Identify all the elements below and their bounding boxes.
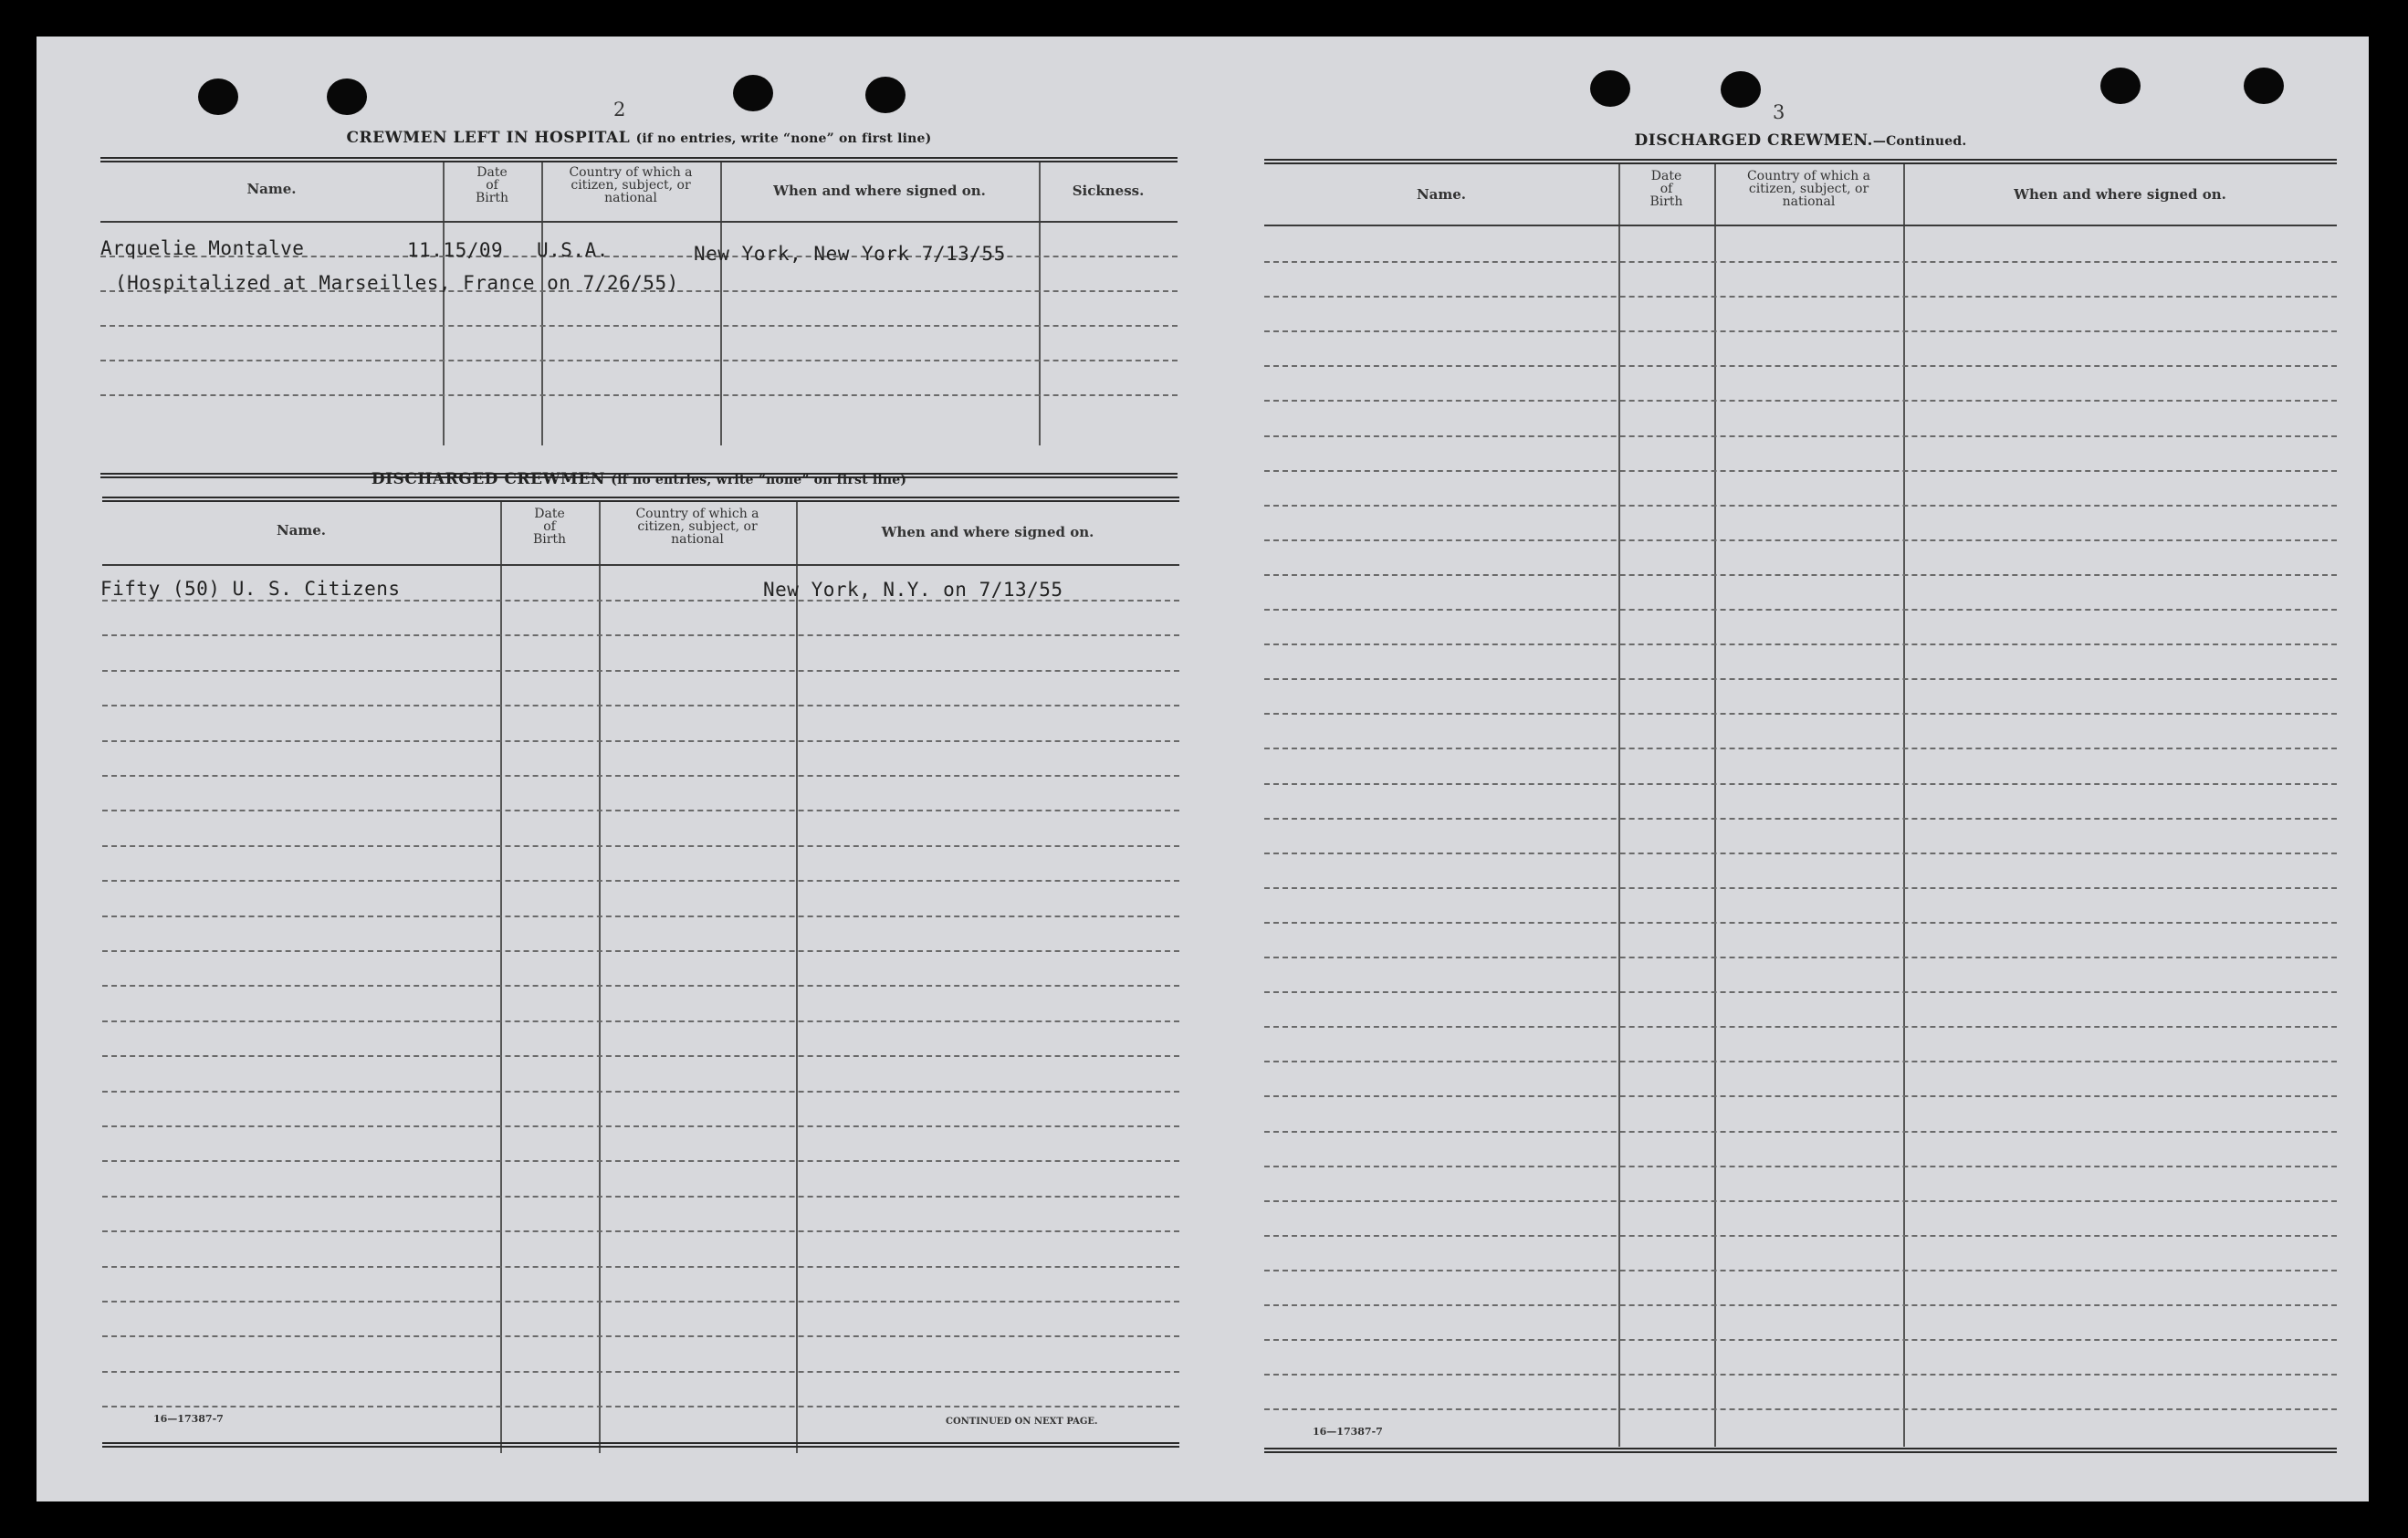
hospital-entry-country: U.S.A. xyxy=(537,239,609,261)
hospital-entry-name: Arquelie Montalve xyxy=(100,237,305,259)
punch-hole xyxy=(1590,70,1630,107)
ruled-line xyxy=(1264,1131,2337,1133)
punch-hole xyxy=(327,78,367,115)
ruled-line xyxy=(1264,505,2337,507)
discharged-continued-title: DISCHARGED CREWMEN.—Continued. xyxy=(1634,131,1967,150)
ruled-line xyxy=(102,740,1179,742)
ruled-line xyxy=(102,634,1179,636)
col-header-dob: Date of Birth xyxy=(532,507,567,547)
ruled-line xyxy=(1264,1095,2337,1097)
punch-hole xyxy=(733,75,773,111)
col-header-name: Name. xyxy=(1416,186,1467,203)
punch-hole xyxy=(2244,68,2284,104)
col-header-country: Country of which a citizen, subject, or national xyxy=(569,165,693,205)
ruled-line xyxy=(1264,261,2337,263)
col-header-sickness: Sickness. xyxy=(1072,183,1145,199)
ruled-line xyxy=(102,775,1179,777)
ruled-line xyxy=(1264,1235,2337,1237)
ruled-line xyxy=(102,810,1179,811)
ruled-line xyxy=(1264,1408,2337,1410)
ruled-line xyxy=(1264,1304,2337,1306)
ruled-line xyxy=(1264,748,2337,749)
punch-hole xyxy=(198,78,238,115)
ruled-line xyxy=(102,1266,1179,1268)
ruled-line xyxy=(1264,609,2337,611)
ruled-line xyxy=(1264,853,2337,854)
ruled-line xyxy=(1264,1270,2337,1271)
form-number-right: 16—17387-7 xyxy=(1313,1426,1383,1438)
hospital-entry-dob: 11.15/09 xyxy=(407,239,504,261)
continued-note: CONTINUED ON NEXT PAGE. xyxy=(946,1417,1098,1427)
ruled-line xyxy=(102,1160,1179,1162)
ruled-line xyxy=(1264,957,2337,958)
col-header-signed: When and where signed on. xyxy=(2014,186,2226,203)
punch-hole xyxy=(1721,71,1761,108)
ruled-line xyxy=(1264,574,2337,576)
ruled-line xyxy=(102,880,1179,882)
col-header-dob: Date of Birth xyxy=(475,165,509,205)
ruled-line xyxy=(1264,400,2337,402)
ruled-line xyxy=(102,1125,1179,1127)
col-header-country: Country of which a citizen, subject, or national xyxy=(1746,169,1871,209)
col-header-signed: When and where signed on. xyxy=(773,183,986,199)
ruled-line xyxy=(1264,713,2337,715)
ruled-line xyxy=(1264,1026,2337,1028)
ruled-line xyxy=(1264,1166,2337,1167)
ruled-line xyxy=(102,1091,1179,1093)
col-header-signed: When and where signed on. xyxy=(881,524,1094,540)
discharged-table xyxy=(102,497,1179,1464)
ruled-line xyxy=(102,950,1179,952)
discharged-entry-name: Fifty (50) U. S. Citizens xyxy=(100,578,401,600)
discharged-section-title: DISCHARGED CREWMEN (if no entries, write “none” on first line) xyxy=(371,470,907,488)
form-number-left: 16—17387-7 xyxy=(153,1413,224,1425)
ruled-line xyxy=(102,1301,1179,1303)
ruled-line xyxy=(1264,643,2337,645)
ruled-line xyxy=(1264,1374,2337,1376)
ruled-line xyxy=(102,915,1179,917)
page-number-left: 2 xyxy=(613,99,626,120)
ruled-line xyxy=(1264,818,2337,820)
ruled-line xyxy=(1264,991,2337,993)
ruled-line xyxy=(1264,1339,2337,1341)
col-header-dob: Date of Birth xyxy=(1649,169,1683,209)
ruled-line xyxy=(1264,365,2337,367)
discharged-continued-table xyxy=(1264,159,2337,1455)
col-header-name: Name. xyxy=(276,522,327,539)
form-sheet xyxy=(37,37,2369,1501)
ruled-line xyxy=(1264,296,2337,298)
hospital-table xyxy=(100,157,1178,481)
ruled-line xyxy=(1264,330,2337,332)
ruled-line xyxy=(102,1055,1179,1057)
ruled-line xyxy=(1264,922,2337,924)
hospital-entry-signed: New York, New York 7/13/55 xyxy=(694,243,1006,265)
ruled-line xyxy=(102,705,1179,706)
ruled-line xyxy=(1264,678,2337,680)
ruled-line xyxy=(102,1406,1179,1407)
ruled-line xyxy=(102,1196,1179,1198)
page-number-right: 3 xyxy=(1773,101,1785,123)
ruled-line xyxy=(102,1230,1179,1232)
discharged-entry-signed: New York, N.Y. on 7/13/55 xyxy=(763,579,1063,601)
ruled-line xyxy=(1264,1061,2337,1062)
col-header-name: Name. xyxy=(246,181,297,197)
ruled-line xyxy=(102,1371,1179,1373)
col-header-country: Country of which a citizen, subject, or national xyxy=(635,507,759,547)
ruled-line xyxy=(1264,783,2337,785)
ruled-line xyxy=(102,985,1179,987)
ruled-line xyxy=(102,670,1179,672)
punch-hole xyxy=(2100,68,2141,104)
ruled-line xyxy=(102,845,1179,847)
ruled-line xyxy=(1264,470,2337,472)
punch-hole xyxy=(865,77,906,113)
ruled-line xyxy=(1264,435,2337,437)
ruled-line xyxy=(1264,887,2337,889)
hospital-section-title: CREWMEN LEFT IN HOSPITAL (if no entries, write “none” on first line) xyxy=(346,129,932,147)
ruled-line xyxy=(1264,539,2337,541)
hospital-entry-remark: (Hospitalized at Marseilles, France on 7/26/55) xyxy=(115,272,679,294)
ruled-line xyxy=(1264,1200,2337,1202)
ruled-line xyxy=(102,1335,1179,1337)
ruled-line xyxy=(102,1020,1179,1022)
